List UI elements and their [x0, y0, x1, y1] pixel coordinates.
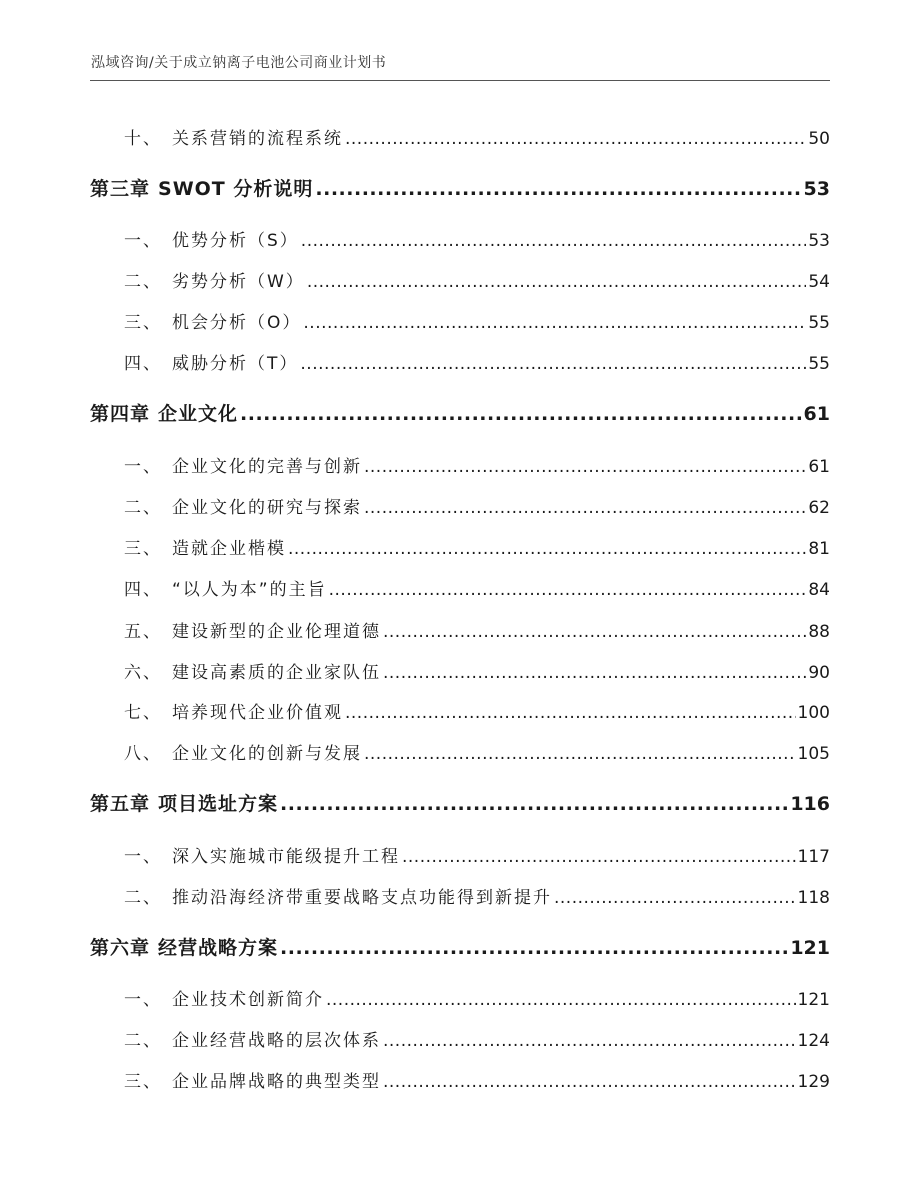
toc-entry-number: 五、 — [124, 622, 162, 642]
toc-entry-title: 关系营销的流程系统 — [172, 129, 343, 149]
toc-entry-number: 十、 — [124, 129, 162, 149]
toc-leader-dots — [301, 231, 807, 251]
toc-entry-page: 105 — [797, 744, 830, 764]
toc-entry-title: 培养现代企业价值观 — [172, 703, 343, 723]
toc-chapter-number: 第三章 — [90, 178, 151, 200]
toc-entry[interactable] — [90, 1026, 830, 1051]
toc-entry-number: 一、 — [124, 231, 162, 251]
toc-entry-number: 三、 — [124, 313, 162, 333]
toc-entry-page: 50 — [808, 129, 830, 149]
toc-entry[interactable] — [90, 575, 830, 600]
toc-entry[interactable] — [90, 452, 830, 477]
toc-entry-title: 深入实施城市能级提升工程 — [172, 847, 400, 867]
toc-leader-dots — [315, 178, 801, 200]
toc-entry-page: 81 — [808, 539, 830, 559]
toc-entry-page: 53 — [808, 231, 830, 251]
toc-entry-title: 机会分析（O） — [172, 313, 302, 333]
toc-entry-number: 二、 — [124, 888, 162, 908]
toc-entry-number: 一、 — [124, 990, 162, 1010]
toc-entry-page: 124 — [797, 1031, 830, 1051]
toc-leader-dots — [329, 580, 807, 600]
toc-leader-dots — [345, 703, 796, 723]
header-divider — [90, 80, 830, 81]
toc-entry-page: 129 — [797, 1072, 830, 1092]
toc-leader-dots — [280, 937, 788, 959]
toc-leader-dots — [383, 622, 806, 642]
toc-entry-title: 建设新型的企业伦理道德 — [172, 622, 381, 642]
toc-entry-title: 企业品牌战略的典型类型 — [172, 1072, 381, 1092]
toc-entry-number: 三、 — [124, 1072, 162, 1092]
toc-leader-dots — [402, 847, 796, 867]
toc-entry-number: 四、 — [124, 580, 162, 600]
toc-leader-dots — [364, 457, 806, 477]
toc-entry-page: 88 — [808, 622, 830, 642]
toc-entry-number: 七、 — [124, 703, 162, 723]
toc-entry-title: 企业文化的创新与发展 — [172, 744, 362, 764]
toc-entry-page: 118 — [797, 888, 830, 908]
toc-entry-page: 62 — [808, 498, 830, 518]
toc-leader-dots — [326, 990, 796, 1010]
toc-entry[interactable] — [90, 883, 830, 908]
toc-leader-dots — [383, 1031, 796, 1051]
toc-chapter-title: 企业文化 — [158, 403, 239, 425]
toc-entry-number: 一、 — [124, 847, 162, 867]
toc-entry-number: 四、 — [124, 354, 162, 374]
toc-chapter-page: 121 — [790, 937, 830, 959]
toc-entry-title: “以人为本”的主旨 — [172, 580, 327, 600]
toc-entry-title: 推动沿海经济带重要战略支点功能得到新提升 — [172, 888, 552, 908]
toc-entry-page: 61 — [808, 457, 830, 477]
toc-leader-dots — [364, 498, 806, 518]
toc-entry-number: 八、 — [124, 744, 162, 764]
toc-chapter-title: 项目选址方案 — [158, 793, 279, 815]
toc-entry[interactable] — [90, 617, 830, 642]
toc-entry-page: 121 — [797, 990, 830, 1010]
toc-entry-title: 企业文化的研究与探索 — [172, 498, 362, 518]
toc-chapter[interactable] — [90, 789, 830, 816]
toc-leader-dots — [364, 744, 796, 764]
toc-entry-page: 90 — [808, 663, 830, 683]
toc-entry-number: 六、 — [124, 663, 162, 683]
toc-entry-page: 54 — [808, 272, 830, 292]
toc-entry[interactable] — [90, 124, 830, 149]
toc-chapter-title: SWOT 分析说明 — [158, 178, 314, 200]
toc-entry[interactable] — [90, 267, 830, 292]
toc-entry[interactable] — [90, 493, 830, 518]
toc-chapter-number: 第六章 — [90, 937, 151, 959]
toc-entry-title: 企业文化的完善与创新 — [172, 457, 362, 477]
toc-leader-dots — [383, 1072, 796, 1092]
toc-leader-dots — [554, 888, 796, 908]
toc-entry[interactable] — [90, 1067, 830, 1092]
toc-leader-dots — [300, 354, 806, 374]
toc-entry-page: 100 — [797, 703, 830, 723]
toc-chapter-page: 116 — [790, 793, 830, 815]
toc-entry[interactable] — [90, 349, 830, 374]
toc-entry-title: 企业技术创新简介 — [172, 990, 324, 1010]
toc-leader-dots — [240, 403, 802, 425]
toc-entry-number: 三、 — [124, 539, 162, 559]
toc-entry-number: 二、 — [124, 272, 162, 292]
toc-entry-title: 优势分析（S） — [172, 231, 299, 251]
toc-chapter[interactable] — [90, 399, 830, 426]
toc-entry-page: 117 — [797, 847, 830, 867]
toc-entry[interactable] — [90, 985, 830, 1010]
toc-leader-dots — [303, 313, 806, 333]
toc-chapter-number: 第四章 — [90, 403, 151, 425]
toc-entry[interactable] — [90, 842, 830, 867]
toc-entry-page: 55 — [808, 313, 830, 333]
toc-leader-dots — [345, 129, 806, 149]
toc-chapter-page: 53 — [803, 178, 830, 200]
toc-entry-number: 二、 — [124, 1031, 162, 1051]
toc-leader-dots — [280, 793, 788, 815]
toc-chapter-title: 经营战略方案 — [158, 937, 279, 959]
toc-leader-dots — [307, 272, 807, 292]
page-header: 泓域咨询/关于成立钠离子电池公司商业计划书 — [91, 55, 387, 71]
toc-entry-number: 二、 — [124, 498, 162, 518]
toc-entry-title: 造就企业楷模 — [172, 539, 286, 559]
toc-entry[interactable] — [90, 226, 830, 251]
toc-entry-title: 劣势分析（W） — [172, 272, 305, 292]
toc-entry-number: 一、 — [124, 457, 162, 477]
toc-entry[interactable] — [90, 698, 830, 723]
toc-chapter-number: 第五章 — [90, 793, 151, 815]
toc-entry-page: 84 — [808, 580, 830, 600]
toc-entry[interactable] — [90, 739, 830, 764]
toc-entry[interactable] — [90, 658, 830, 683]
toc-entry-page: 55 — [808, 354, 830, 374]
toc-entry-title: 威胁分析（T） — [172, 354, 299, 374]
toc-entry[interactable] — [90, 534, 830, 559]
toc-chapter-page: 61 — [803, 403, 830, 425]
toc-leader-dots — [288, 539, 806, 559]
toc-entry[interactable] — [90, 308, 830, 333]
toc-entry-title: 企业经营战略的层次体系 — [172, 1031, 381, 1051]
toc-entry-title: 建设高素质的企业家队伍 — [172, 663, 381, 683]
toc-chapter[interactable] — [90, 174, 830, 201]
toc-chapter[interactable] — [90, 933, 830, 960]
toc-leader-dots — [383, 663, 806, 683]
